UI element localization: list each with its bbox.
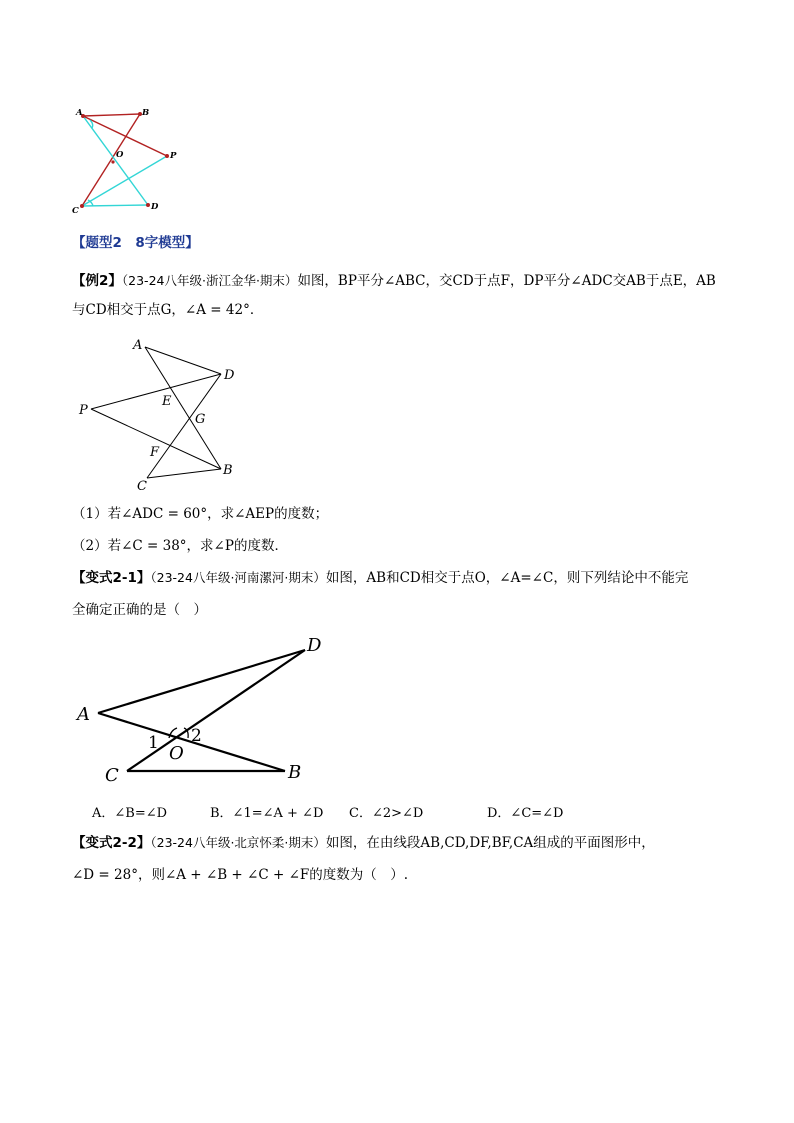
fig1-segment-ap (83, 116, 167, 156)
variant-2-2-text-2: ∠D = 28°，则∠A + ∠B + ∠C + ∠F的度数为（ ）. (72, 867, 409, 883)
fig1-segment-bc (82, 114, 140, 206)
fig1-angle-c-arc (88, 200, 93, 206)
fig1-segment-ab (83, 114, 140, 116)
fig3-label-a: A (77, 704, 90, 725)
fig1-point-p (165, 154, 169, 158)
variant-2-2-source: （23-24八年级·北京怀柔·期末） (150, 835, 326, 850)
fig1-label-o: O (116, 150, 124, 160)
variant-2-1-text-2: 全确定正确的是（ ） (72, 602, 207, 618)
example-2-tag: 【例2】 (72, 273, 122, 289)
variant-2-1-options (0, 802, 794, 822)
fig1-segment-ad (83, 116, 148, 205)
variant-2-1-line-1 (72, 569, 688, 587)
fig1-point-d (146, 203, 150, 207)
example-2-text-2: 与CD相交于点G，∠A = 42°． (72, 302, 264, 318)
fig1-cyan-lines (82, 116, 167, 206)
fig2-label-b: B (223, 463, 233, 478)
fig1-red-lines (82, 114, 167, 206)
variant-2-2-text-1: 如图，在由线段AB,CD,DF,BF,CA组成的平面图形中， (325, 835, 655, 851)
fig1-label-d: D (151, 202, 159, 212)
option-b[interactable]: B．∠1=∠A + ∠D (210, 806, 324, 821)
example-2-source: （23-24八年级·浙江金华·期末） (121, 273, 298, 288)
option-c[interactable]: C．∠2>∠D (349, 806, 424, 821)
fig2-label-p: P (79, 403, 88, 418)
fig3-label-o: O (169, 743, 184, 764)
fig1-segment-cd (82, 205, 148, 206)
fig1-label-b: B (142, 108, 150, 118)
figure-3-diagram (70, 630, 340, 790)
variant-2-1-text-1: 如图，AB和CD相交于点O，∠A=∠C，则下列结论中不能完 (325, 570, 689, 586)
variant-2-1-tag: 【变式2-1】 (72, 570, 151, 586)
example-2-question-1: （1）若∠ADC = 60°，求∠AEP的度数； (72, 506, 329, 522)
fig1-label-c: C (72, 206, 79, 216)
fig3-label-d: D (307, 635, 322, 656)
example-2-question-2: （2）若∠C = 38°，求∠P的度数． (72, 538, 288, 554)
figure-2-diagram (75, 335, 255, 495)
option-d[interactable]: D．∠C=∠D (487, 806, 564, 821)
fig2-label-f: F (150, 445, 160, 460)
variant-2-2-line-1 (72, 834, 655, 852)
fig3-label-b: B (288, 762, 302, 783)
variant-2-2-tag: 【变式2-2】 (72, 835, 151, 851)
option-a[interactable]: A．∠B=∠D (92, 806, 168, 821)
fig3-label-angle-2: 2 (191, 726, 202, 746)
fig3-label-angle-1: 1 (148, 733, 159, 753)
fig3-label-c: C (105, 765, 119, 786)
example-2-line-1 (72, 272, 716, 290)
fig1-label-a: A (76, 108, 83, 118)
fig1-point-c (80, 204, 84, 208)
variant-2-1-source: （23-24八年级·河南漯河·期末） (150, 570, 326, 585)
fig1-segment-cp (82, 156, 167, 206)
figure-1-diagram (60, 100, 200, 220)
fig2-segment-dc (147, 374, 221, 478)
fig2-segment-pd (91, 374, 221, 409)
example-2-text-1: 如图，BP平分∠ABC，交CD于点F，DP平分∠ADC交AB于点E，AB (297, 273, 716, 289)
fig3-segment-ad (98, 650, 305, 713)
fig2-label-d: D (224, 368, 235, 383)
fig2-label-a: A (133, 338, 143, 353)
fig1-label-p: P (170, 151, 177, 161)
fig2-label-c: C (137, 479, 147, 494)
fig1-point-o (111, 160, 114, 163)
fig2-label-g: G (195, 412, 206, 427)
fig2-segment-ad (145, 347, 221, 374)
fig2-segment-cb (147, 469, 221, 478)
fig2-label-e: E (162, 394, 172, 409)
section-title: 【题型2 8字模型】 (72, 235, 199, 251)
